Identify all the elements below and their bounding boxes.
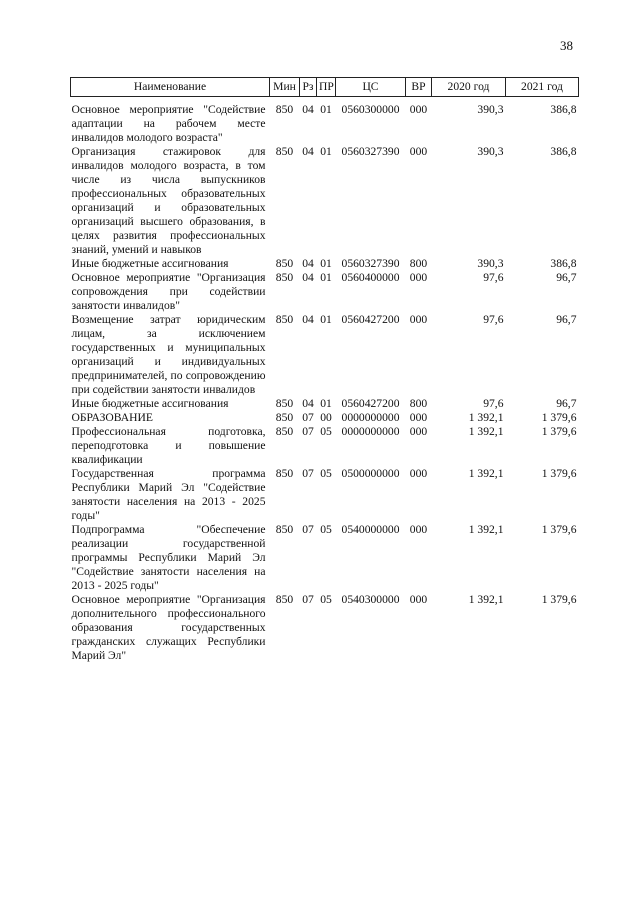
cell-cs: 0000000000: [341, 425, 400, 438]
cell-min: 850: [275, 257, 294, 270]
cell-min: 850: [275, 397, 294, 410]
cell-min: 850: [275, 593, 294, 606]
table-row: [71, 397, 579, 411]
cell-pr: 05: [320, 467, 332, 480]
cell-cs: 0000000000: [341, 411, 400, 424]
cell-y2020: 1 392,1: [468, 411, 504, 424]
cell-y2020: 1 392,1: [468, 593, 504, 606]
cell-vr: 000: [409, 313, 428, 326]
cell-pr: 01: [320, 271, 332, 284]
cell-min: 850: [275, 271, 294, 284]
table-row: [71, 467, 579, 523]
cell-y2021: 1 379,6: [541, 467, 577, 480]
cell-vr: 000: [409, 145, 428, 158]
cell-vr: 000: [409, 411, 428, 424]
cell-y2020: 1 392,1: [468, 467, 504, 480]
cell-y2021: 1 379,6: [541, 425, 577, 438]
cell-y2021: 386,8: [550, 257, 577, 270]
cell-rz: 07: [302, 523, 314, 536]
cell-cs: 0500000000: [341, 467, 400, 480]
cell-y2020: 1 392,1: [468, 425, 504, 438]
cell-cs: 0540300000: [341, 593, 400, 606]
cell-pr: 01: [320, 257, 332, 270]
cell-y2021: 1 379,6: [541, 523, 577, 536]
cell-cs: 0560427200: [341, 397, 400, 410]
cell-name: Государственная программа Республики Марий Эл "Содействие занятости населения на 2013 - 2025 годы": [71, 467, 266, 522]
table-row: [71, 145, 579, 257]
cell-rz: 04: [302, 397, 314, 410]
header-2021: 2021 год: [506, 78, 579, 97]
cell-y2020: 97,6: [483, 397, 504, 410]
cell-cs: 0560300000: [341, 103, 400, 116]
header-min: Мин: [270, 78, 300, 97]
cell-cs: 0540000000: [341, 523, 400, 536]
cell-name: Основное мероприятие "Организация сопровождения при содействии занятости инвалидов": [71, 271, 266, 312]
cell-y2020: 97,6: [483, 271, 504, 284]
cell-rz: 04: [302, 103, 314, 116]
table-row: [71, 313, 579, 397]
cell-min: 850: [275, 313, 294, 326]
cell-rz: 07: [302, 593, 314, 606]
cell-y2020: 390,3: [477, 103, 504, 116]
page-number: 38: [560, 38, 573, 53]
cell-rz: 07: [302, 411, 314, 424]
cell-name: Иные бюджетные ассигнования: [71, 397, 229, 410]
cell-pr: 05: [320, 523, 332, 536]
table-row: [71, 425, 579, 467]
table-header-row: [71, 78, 579, 97]
cell-rz: 04: [302, 313, 314, 326]
cell-name: Возмещение затрат юридическим лицам, за исключением государственных и муниципальных организаций и индивидуальных предпринимателей, по сопровождению при содействии занятости инвалидов: [71, 313, 266, 396]
cell-min: 850: [275, 411, 294, 424]
cell-name: Основное мероприятие "Содействие адаптации на рабочем месте инвалидов молодого возраста": [71, 103, 266, 144]
cell-min: 850: [275, 145, 294, 158]
cell-vr: 800: [409, 257, 428, 270]
table-row: [71, 97, 579, 146]
table-row: [71, 257, 579, 271]
cell-pr: 05: [320, 593, 332, 606]
cell-pr: 05: [320, 425, 332, 438]
cell-rz: 04: [302, 271, 314, 284]
cell-y2021: 386,8: [550, 145, 577, 158]
cell-cs: 0560327390: [341, 145, 400, 158]
table-row: [71, 523, 579, 593]
cell-pr: 01: [320, 103, 332, 116]
cell-name: Профессиональная подготовка, переподготовка и повышение квалификации: [71, 425, 266, 466]
header-pr: ПР: [317, 78, 336, 97]
cell-y2021: 1 379,6: [541, 411, 577, 424]
cell-rz: 04: [302, 145, 314, 158]
cell-y2021: 96,7: [556, 397, 577, 410]
header-2020: 2020 год: [432, 78, 506, 97]
table-body: [71, 97, 579, 664]
cell-y2020: 1 392,1: [468, 523, 504, 536]
header-name: Наименование: [71, 78, 270, 97]
table-row: [71, 271, 579, 313]
cell-pr: 01: [320, 397, 332, 410]
cell-name: Подпрограмма "Обеспечение реализации государственной программы Республики Марий Эл "Содействие занятости населения на 2013 - 2025 годы": [71, 523, 266, 592]
cell-min: 850: [275, 467, 294, 480]
table-row: [71, 593, 579, 663]
cell-name: Организация стажировок для инвалидов молодого возраста, в том числе из числа выпускников профессиональных образовательных организаций и образовательных организаций высшего образования, в целях развития профессиональных знаний, умений и навыков: [71, 145, 266, 256]
cell-vr: 000: [409, 425, 428, 438]
cell-y2021: 96,7: [556, 313, 577, 326]
cell-y2020: 390,3: [477, 257, 504, 270]
cell-rz: 07: [302, 467, 314, 480]
cell-name: Основное мероприятие "Организация дополнительного профессионального образования государственных гражданских служащих Республики Марий Эл": [71, 593, 266, 662]
cell-min: 850: [275, 425, 294, 438]
header-vr: ВР: [406, 78, 432, 97]
cell-pr: 01: [320, 313, 332, 326]
cell-y2020: 390,3: [477, 145, 504, 158]
budget-table: [70, 77, 579, 663]
cell-cs: 0560327390: [341, 257, 400, 270]
cell-vr: 000: [409, 467, 428, 480]
cell-y2021: 1 379,6: [541, 593, 577, 606]
cell-rz: 07: [302, 425, 314, 438]
cell-pr: 01: [320, 145, 332, 158]
cell-y2021: 386,8: [550, 103, 577, 116]
cell-y2020: 97,6: [483, 313, 504, 326]
cell-name: Иные бюджетные ассигнования: [71, 257, 229, 270]
cell-name: ОБРАЗОВАНИЕ: [71, 411, 153, 424]
header-rz: Рз: [300, 78, 317, 97]
cell-vr: 000: [409, 271, 428, 284]
cell-vr: 000: [409, 103, 428, 116]
cell-y2021: 96,7: [556, 271, 577, 284]
cell-min: 850: [275, 103, 294, 116]
cell-min: 850: [275, 523, 294, 536]
cell-cs: 0560400000: [341, 271, 400, 284]
table-row: [71, 411, 579, 425]
cell-cs: 0560427200: [341, 313, 400, 326]
cell-rz: 04: [302, 257, 314, 270]
cell-pr: 00: [320, 411, 332, 424]
header-cs: ЦС: [336, 78, 406, 97]
cell-vr: 800: [409, 397, 428, 410]
cell-vr: 000: [409, 523, 428, 536]
cell-vr: 000: [409, 593, 428, 606]
